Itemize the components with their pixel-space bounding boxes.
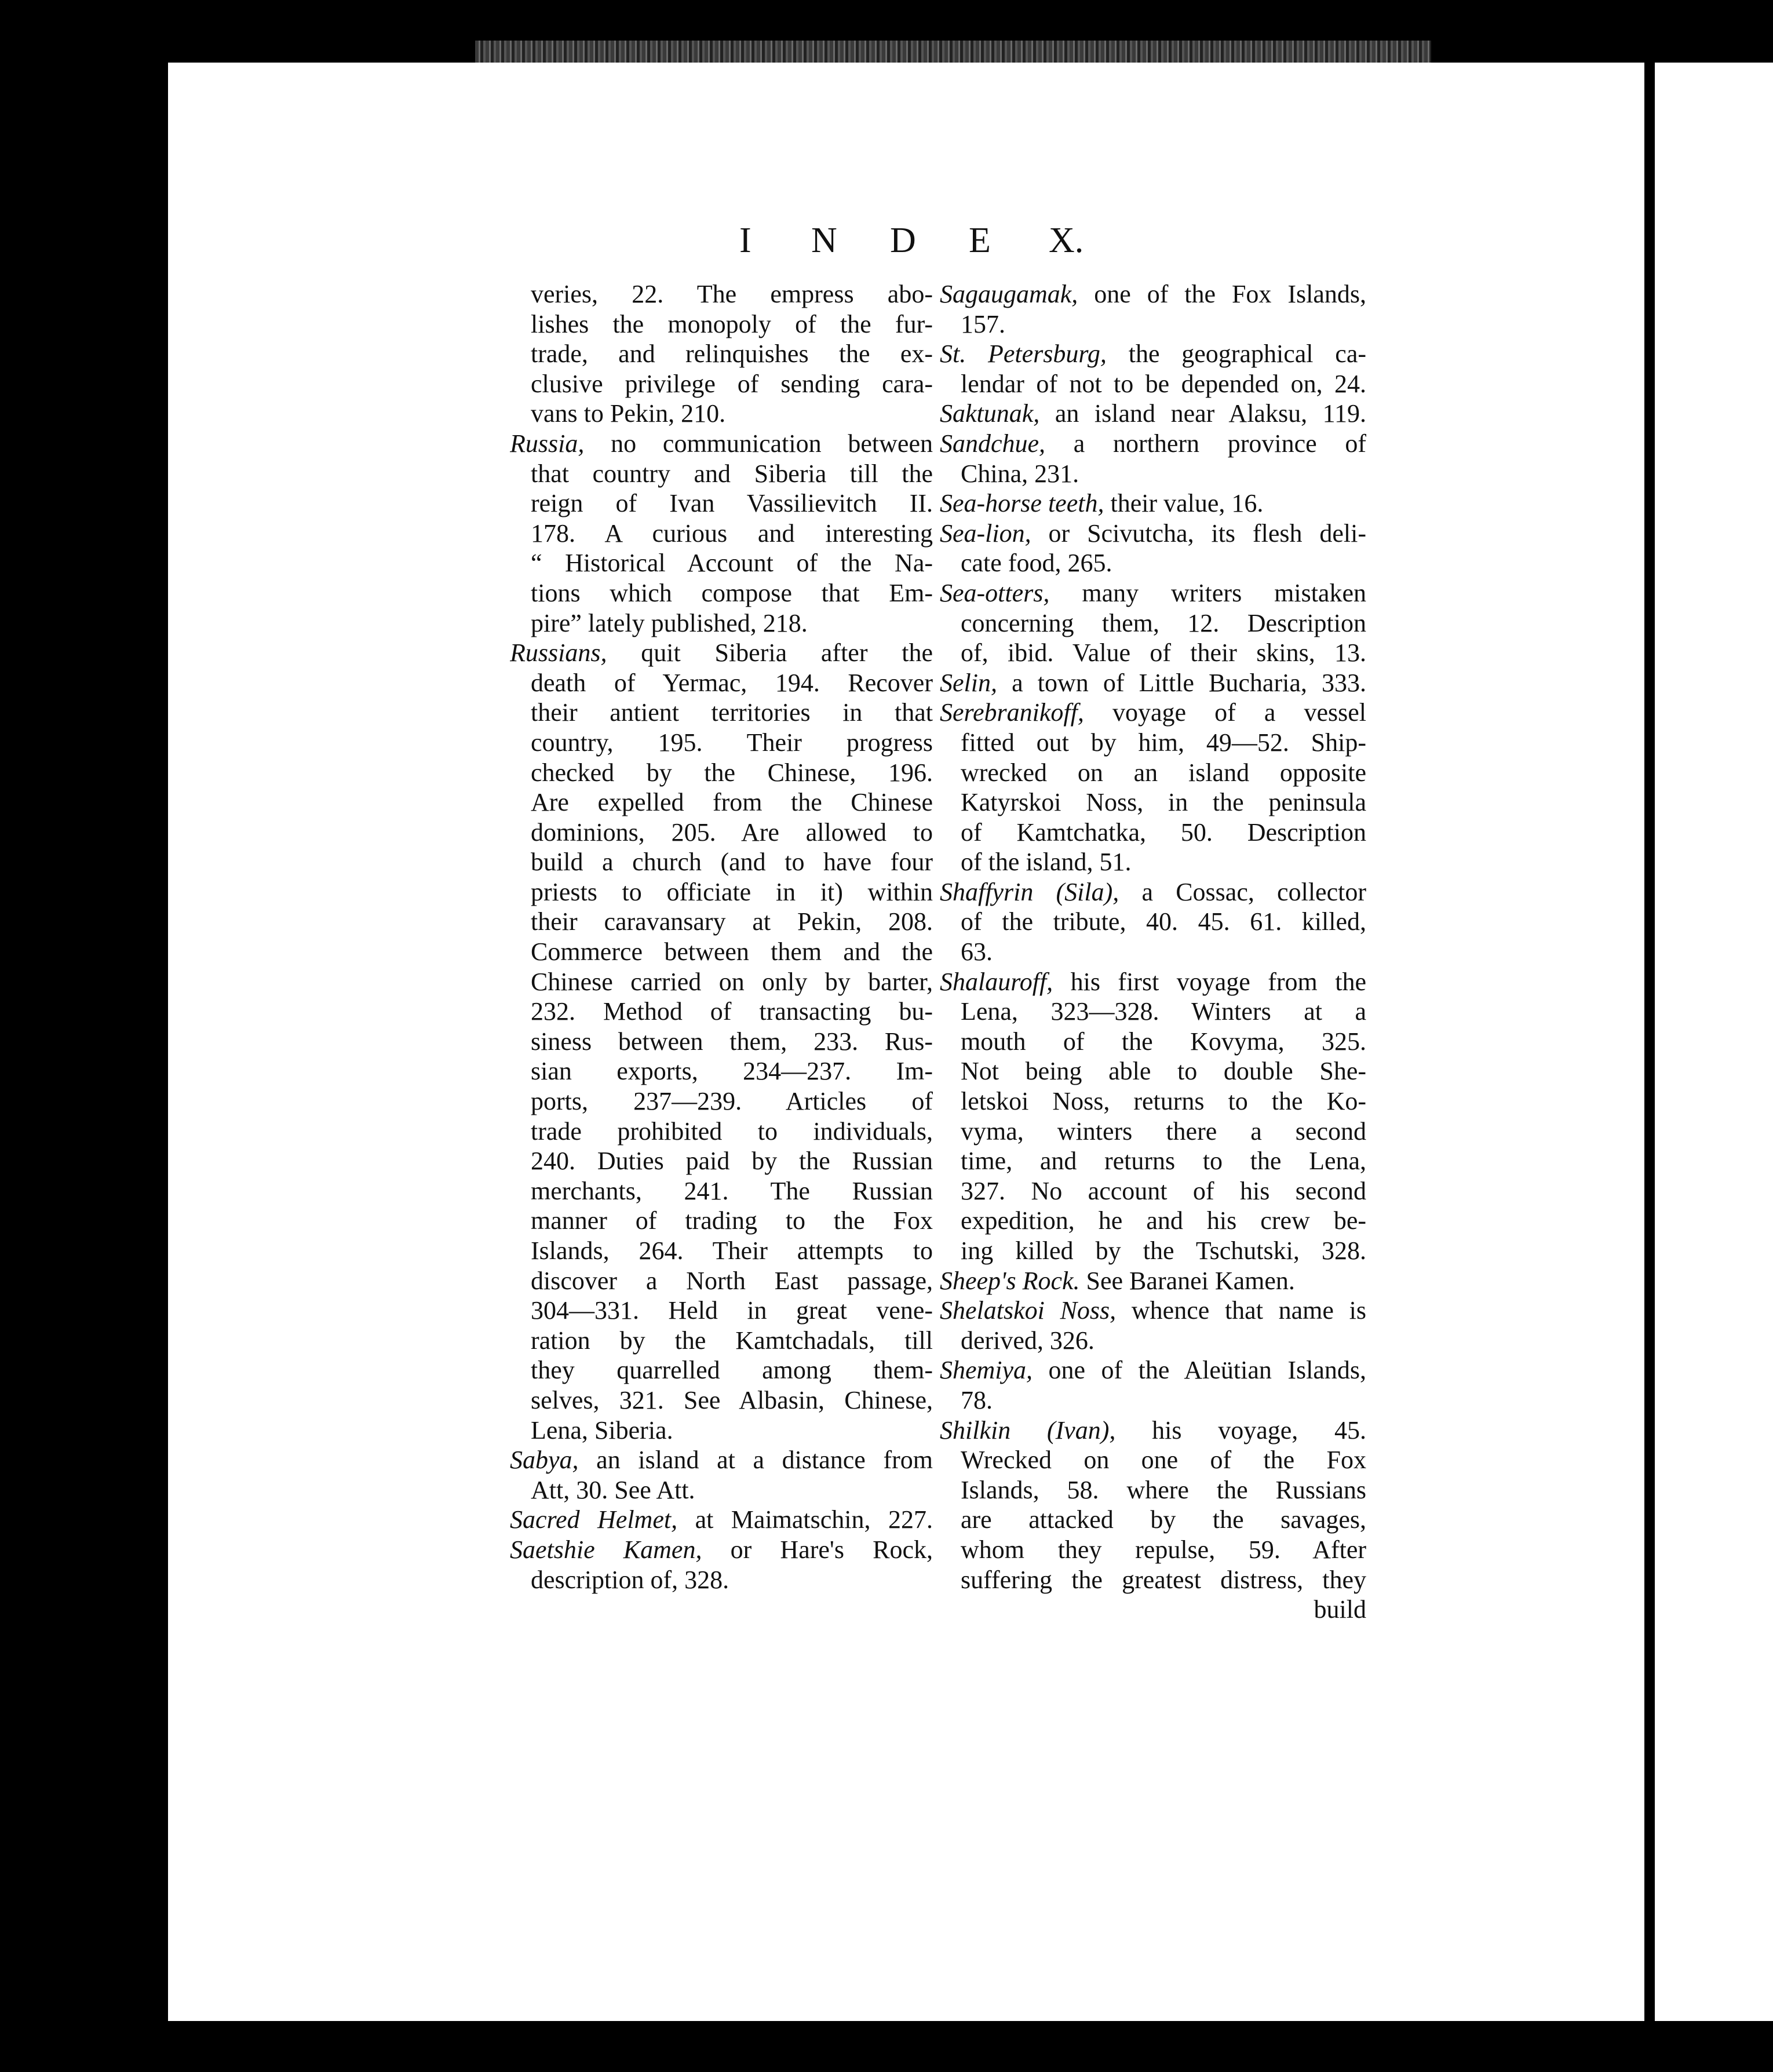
index-entry-line: [940, 1385, 1366, 1416]
index-entry-line: [510, 1206, 933, 1236]
index-line-text: clusive privilege of sending cara-: [531, 369, 933, 398]
index-headword: Sheep's Rock.: [940, 1266, 1080, 1295]
index-entry-line: [940, 1445, 1366, 1475]
index-line-text: selves, 321. See Albasin, Chinese,: [531, 1385, 933, 1414]
heading-letter: I: [739, 221, 751, 260]
index-entry-start: [940, 279, 1366, 309]
index-line-text: their value, 16.: [1104, 489, 1264, 518]
index-entry-start: [940, 399, 1366, 429]
index-line-text: letskoi Noss, returns to the Ko-: [961, 1087, 1366, 1116]
index-line-text: Lena, 323—328. Winters at a: [961, 997, 1366, 1026]
heading-letter: D: [890, 221, 916, 260]
index-line-text: vans to Pekin, 210.: [531, 399, 726, 428]
index-line-text: sian exports, 234—237. Im-: [531, 1057, 933, 1086]
index-line-text: checked by the Chinese, 196.: [531, 758, 933, 787]
index-line-text: tions which compose that Em-: [531, 578, 933, 607]
index-entry-start: [940, 1266, 1366, 1296]
index-line-text: their antient territories in that: [531, 698, 933, 727]
index-entry-line: [510, 1355, 933, 1385]
index-line-text: their caravansary at Pekin, 208.: [531, 907, 933, 936]
index-entry-line: [510, 967, 933, 997]
index-entry-line: [510, 459, 933, 489]
index-entry-line: [940, 548, 1366, 578]
index-entry-line: [940, 1236, 1366, 1266]
index-entry-line: [510, 937, 933, 967]
index-entry-line: [510, 698, 933, 728]
index-line-text: lendar of not to be depended on, 24.: [961, 369, 1366, 398]
index-headword: Sabya,: [510, 1446, 579, 1475]
index-line-text: ration by the Kamtchadals, till: [531, 1326, 933, 1355]
index-line-text: at Maimatschin, 227.: [677, 1505, 933, 1534]
index-line-text: 157.: [961, 309, 1005, 338]
index-line-text: cate food, 265.: [961, 549, 1112, 578]
index-entry-line: [510, 1565, 933, 1595]
index-line-text: wrecked on an island opposite: [961, 758, 1366, 787]
index-line-text: 178. A curious and interesting: [531, 519, 933, 548]
adjacent-page-edge: [1655, 63, 1773, 2021]
index-line-text: of the island, 51.: [961, 848, 1132, 877]
index-headword: Sea-otters,: [940, 578, 1050, 607]
index-entry-line: [940, 818, 1366, 848]
index-headword: Serebranikoff,: [940, 698, 1084, 727]
index-line-text: China, 231.: [961, 459, 1079, 488]
catchword: [940, 1595, 1366, 1625]
index-entry-line: [510, 1146, 933, 1176]
index-column-right: [940, 279, 1366, 1625]
index-line-text: derived, 326.: [961, 1326, 1095, 1355]
index-entry-line: [940, 1535, 1366, 1565]
index-line-text: trade prohibited to individuals,: [531, 1117, 933, 1146]
index-line-text: “ Historical Account of the Na-: [531, 549, 933, 578]
index-entry-line: [510, 668, 933, 698]
index-line-text: reign of Ivan Vassilievitch II.: [531, 489, 933, 518]
index-line-text: Not being able to double She-: [961, 1057, 1366, 1086]
index-line-text: Katyrskoi Noss, in the peninsula: [961, 788, 1366, 817]
index-entry-line: [510, 369, 933, 399]
index-headword: Saetshie Kamen,: [510, 1535, 702, 1564]
index-line-text: Att, 30. See Att.: [531, 1475, 695, 1504]
index-entry-line: [940, 1146, 1366, 1176]
index-entry-start: [940, 519, 1366, 549]
index-entry-start: [940, 578, 1366, 608]
index-line-text: lishes the monopoly of the fur-: [531, 309, 933, 338]
index-entry-line: [510, 847, 933, 877]
index-line-text: of, ibid. Value of their skins, 13.: [961, 639, 1366, 667]
index-line-text: priests to officiate in it) within: [531, 877, 933, 906]
index-line-text: an island at a distance from: [578, 1446, 933, 1475]
index-entry-line: [940, 1475, 1366, 1505]
index-line-text: whom they repulse, 59. After: [961, 1535, 1366, 1564]
index-entry-line: [510, 608, 933, 639]
index-line-text: Commerce between them and the: [531, 937, 933, 966]
index-headword: Selin,: [940, 668, 997, 697]
index-line-text: Lena, Siberia.: [531, 1416, 673, 1444]
index-headword: Shalauroff,: [940, 967, 1053, 996]
index-entry-line: [510, 309, 933, 340]
index-entry-line: [510, 1385, 933, 1416]
index-line-text: fitted out by him, 49—52. Ship-: [961, 728, 1366, 757]
heading-letter: N: [811, 221, 837, 260]
index-headword: Sea-horse teeth,: [940, 489, 1104, 518]
index-entry-start: [940, 429, 1366, 459]
index-line-text: Islands, 58. where the Russians: [961, 1475, 1366, 1504]
index-line-text: or Scivutcha, its flesh deli-: [1031, 519, 1366, 548]
index-entry-line: [940, 1176, 1366, 1206]
index-entry-start: [940, 877, 1366, 907]
index-headword: Shaffyrin (Sila),: [940, 877, 1119, 906]
index-entry-line: [510, 1027, 933, 1057]
index-headword: Shilkin (Ivan),: [940, 1416, 1116, 1444]
index-entry-start: [940, 698, 1366, 728]
index-entry-line: [510, 578, 933, 608]
index-entry-line: [510, 1056, 933, 1086]
index-entry-line: [940, 1565, 1366, 1595]
index-line-text: that country and Siberia till the: [531, 459, 933, 488]
index-line-text: whence that name is: [1116, 1296, 1366, 1325]
index-entry-line: [940, 1117, 1366, 1147]
index-column-left: [510, 279, 933, 1595]
index-line-text: 78.: [961, 1385, 993, 1414]
index-line-text: a Cossac, collector: [1119, 877, 1366, 906]
index-line-text: quit Siberia after the: [607, 639, 933, 667]
index-line-text: dominions, 205. Are allowed to: [531, 818, 933, 847]
index-entry-start: [510, 1445, 933, 1475]
index-line-text: suffering the greatest distress, they: [961, 1565, 1366, 1594]
index-entry-line: [510, 519, 933, 549]
index-line-text: pire” lately published, 218.: [531, 608, 808, 637]
index-line-text: one of the Aleütian Islands,: [1033, 1356, 1366, 1385]
index-entry-start: [510, 1505, 933, 1535]
index-line-text: concerning them, 12. Description: [961, 608, 1366, 637]
index-headword: Saktunak,: [940, 399, 1040, 428]
heading-letter: E: [969, 221, 991, 260]
index-line-text: mouth of the Kovyma, 325.: [961, 1027, 1366, 1056]
index-entry-line: [940, 758, 1366, 788]
index-entry-start: [940, 967, 1366, 997]
index-entry-start: [940, 339, 1366, 369]
index-line-text: 63.: [961, 937, 993, 966]
index-line-text: voyage of a vessel: [1084, 698, 1366, 727]
index-entry-line: [940, 1056, 1366, 1086]
index-line-text: ports, 237—239. Articles of: [531, 1087, 933, 1116]
index-entry-line: [510, 488, 933, 519]
index-entry-line: [940, 309, 1366, 340]
index-entry-line: [940, 1027, 1366, 1057]
index-line-text: time, and returns to the Lena,: [961, 1147, 1366, 1176]
index-entry-line: [510, 1475, 933, 1505]
index-line-text: country, 195. Their progress: [531, 728, 933, 757]
index-headword: Sandchue,: [940, 429, 1046, 458]
index-line-text: description of, 328.: [531, 1565, 729, 1594]
index-entry-line: [510, 997, 933, 1027]
index-headword: Sea-lion,: [940, 519, 1031, 548]
index-line-text: many writers mistaken: [1049, 578, 1366, 607]
heading-letter: X.: [1049, 221, 1084, 260]
index-entry-line: [940, 369, 1366, 399]
index-entry-line: [940, 608, 1366, 639]
index-line-text: an island near Alaksu, 119.: [1039, 399, 1366, 428]
index-entry-line: [510, 1117, 933, 1147]
index-entry-line: [940, 459, 1366, 489]
index-line-text: build a church (and to have four: [531, 848, 933, 877]
index-line-text: are attacked by the savages,: [961, 1505, 1366, 1534]
index-entry-line: [510, 399, 933, 429]
index-entry-line: [510, 1326, 933, 1356]
index-entry-line: [510, 877, 933, 907]
index-entry-start: [940, 668, 1366, 698]
index-entry-line: [940, 997, 1366, 1027]
index-headword: Shelatskoi Noss,: [940, 1296, 1117, 1325]
index-line-text: of Kamtchatka, 50. Description: [961, 818, 1366, 847]
index-headword: Sagaugamak,: [940, 280, 1078, 308]
index-line-text: siness between them, 233. Rus-: [531, 1027, 933, 1056]
index-entry-start: [940, 488, 1366, 519]
index-entry-line: [940, 787, 1366, 818]
index-line-text: 327. No account of his second: [961, 1176, 1366, 1205]
index-entry-line: [940, 728, 1366, 758]
index-entry-line: [510, 758, 933, 788]
index-entry-line: [510, 728, 933, 758]
index-line-text: Are expelled from the Chinese: [531, 788, 933, 817]
index-headword: St. Petersburg,: [940, 340, 1107, 369]
index-line-text: of the tribute, 40. 45. 61. killed,: [961, 907, 1366, 936]
index-entry-line: [510, 339, 933, 369]
index-entry-line: [940, 1505, 1366, 1535]
index-line-text: ing killed by the Tschutski, 328.: [961, 1236, 1366, 1265]
index-entry-line: [510, 907, 933, 937]
index-headword: Shemiya,: [940, 1356, 1033, 1385]
index-entry-line: [940, 847, 1366, 877]
index-headword: Sacred Helmet,: [510, 1505, 678, 1534]
index-line-text: 232. Method of transacting bu-: [531, 997, 933, 1026]
index-line-text: 240. Duties paid by the Russian: [531, 1147, 933, 1176]
index-line-text: veries, 22. The empress abo-: [531, 280, 933, 308]
index-entry-line: [510, 787, 933, 818]
index-line-text: they quarrelled among them-: [531, 1356, 933, 1385]
index-entry-line: [940, 1326, 1366, 1356]
index-headword: Russia,: [510, 429, 585, 458]
index-line-text: merchants, 241. The Russian: [531, 1176, 933, 1205]
index-line-text: his voyage, 45.: [1115, 1416, 1366, 1444]
index-line-text: Islands, 264. Their attempts to: [531, 1236, 933, 1265]
index-headword: Russians,: [510, 639, 607, 667]
index-line-text: a town of Little Bucharia, 333.: [997, 668, 1366, 697]
index-entry-start: [510, 638, 933, 668]
index-line-text: expedition, he and his crew be-: [961, 1206, 1366, 1235]
index-line-text: discover a North East passage,: [531, 1266, 933, 1295]
index-entry-start: [510, 429, 933, 459]
index-line-text: manner of trading to the Fox: [531, 1206, 933, 1235]
index-line-text: Chinese carried on only by barter,: [531, 967, 933, 996]
index-line-text: 304—331. Held in great vene-: [531, 1296, 933, 1325]
page-heading: [0, 220, 1773, 267]
index-entry-line: [940, 1206, 1366, 1236]
index-line-text: vyma, winters there a second: [961, 1117, 1366, 1146]
index-line-text: build: [1314, 1595, 1366, 1624]
index-entry-line: [940, 907, 1366, 937]
index-line-text: death of Yermac, 194. Recover: [531, 668, 933, 697]
index-entry-line: [510, 1296, 933, 1326]
index-entry-start: [510, 1535, 933, 1565]
index-entry-line: [510, 1416, 933, 1446]
index-entry-line: [510, 1086, 933, 1117]
index-line-text: See Baranei Kamen.: [1079, 1266, 1295, 1295]
index-line-text: the geographical ca-: [1106, 340, 1366, 369]
index-line-text: or Hare's Rock,: [702, 1535, 933, 1564]
index-entry-line: [940, 937, 1366, 967]
index-line-text: his first voyage from the: [1053, 967, 1366, 996]
index-entry-start: [940, 1416, 1366, 1446]
index-entry-line: [510, 1266, 933, 1296]
index-line-text: Wrecked on one of the Fox: [961, 1446, 1366, 1475]
index-line-text: a northern province of: [1045, 429, 1366, 458]
index-entry-line: [940, 1086, 1366, 1117]
index-entry-start: [940, 1355, 1366, 1385]
index-entry-line: [510, 1176, 933, 1206]
index-line-text: one of the Fox Islands,: [1078, 280, 1366, 308]
index-entry-line: [510, 548, 933, 578]
index-entry-start: [940, 1296, 1366, 1326]
index-entry-line: [510, 818, 933, 848]
index-entry-line: [940, 638, 1366, 668]
index-entry-line: [510, 279, 933, 309]
index-entry-line: [510, 1236, 933, 1266]
index-line-text: trade, and relinquishes the ex-: [531, 340, 933, 369]
index-line-text: no communication between: [584, 429, 933, 458]
